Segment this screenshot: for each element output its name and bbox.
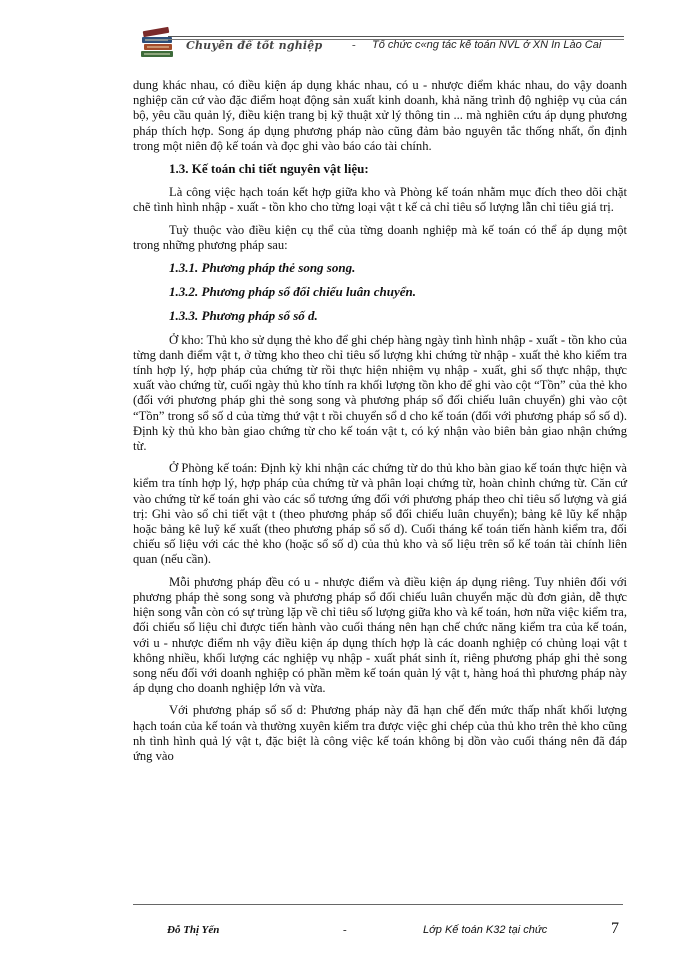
header-rule xyxy=(168,36,624,37)
page-footer xyxy=(133,922,623,946)
page-number: 7 xyxy=(611,920,619,937)
paragraph-intro: dung khác nhau, có điều kiện áp dụng khác nhau, có u - nhược điểm khác nhau, do vậy doanh nghiệp căn cứ vào đặc điểm hoạt động sản xuất kinh doanh, khả năng trình độ nghiệp vụ của cán bộ, yêu cầu quản lý, điều kiện trang bị kỹ thuật xử lý thông tin ... mà nghiên cứu áp dụng phương pháp thích hợp. Song áp dụng phương pháp nào cũng đảm bảo nguyên tắc thống nhất, ổn định trong một niên độ kế toán và đọc ghi vào báo cáo tài chính. xyxy=(133,78,627,153)
footer-separator: - xyxy=(343,924,347,936)
header-title: Chuyên đề tốt nghiệp xyxy=(186,39,323,52)
section-heading-1-3: 1.3. Kế toán chi tiết nguyên vật liệu: xyxy=(169,161,369,177)
paragraph-definition: Là công việc hạch toán kết hợp giữa kho và Phòng kế toán nhằm mục đích theo dõi chặt chẽ tình hình nhập - xuất - tồn kho cho từng loại vật t kế cả chỉ tiêu số lượng lẫn chỉ tiêu giá trị. xyxy=(133,185,627,215)
paragraph-comparison: Mỗi phương pháp đều có u - nhược điểm và điều kiện áp dụng riêng. Tuy nhiên đối với phương pháp thẻ song song và phương pháp sổ đối chiếu luân chuyển mặc dù đơn giản, dễ thực hiện song vẫn còn có sự trùng lặp về chỉ tiêu số lượng giữa kho và kế toán, hơn nữa việc kiểm tra, đối chiếu số liệu chỉ được tiến hành vào cuối tháng nên hạn chế chức năng kiểm tra của kế toán, với u - nhược điểm nh vậy điều kiện áp dụng thích hợp là các doanh nghiệp có chủng loại vật t không nhiều, khối lượng các nghiệp vụ nhập - xuất phát sinh ít, riêng phương pháp ghi thẻ song song nếu đối với doanh nghiệp có phần mềm kế toán quản lý vật t, hàng hoá thì phương pháp này áp dụng cho doanh nghiệp lớn và vừa. xyxy=(133,574,627,696)
header-subtitle: Tổ chức c«ng tác kế toán NVL ở XN In Lào Cai xyxy=(372,39,602,51)
paragraph-balance-method: Với phương pháp sổ số d: Phương pháp này đã hạn chế đến mức thấp nhất khối lượng hạch toán của kế toán và thường xuyên kiểm tra được việc ghi chép của thủ kho trên thẻ kho cũng nh tình hình quả lý vật t, đặc biệt là công việc kế toán không bị dồn vào cuối tháng nên đã đáp ứng vào xyxy=(133,703,627,763)
page-header xyxy=(140,25,620,65)
books-icon xyxy=(140,25,184,61)
method-heading-1-3-2: 1.3.2. Phương pháp sổ đối chiếu luân chuyển. xyxy=(169,284,416,300)
paragraph-methods: Tuỳ thuộc vào điều kiện cụ thể của từng doanh nghiệp mà kế toán có thể áp dụng một trong những phương pháp sau: xyxy=(133,222,627,252)
method-heading-1-3-3: 1.3.3. Phương pháp sổ số d. xyxy=(169,308,318,324)
paragraph-warehouse: Ở kho: Thủ kho sử dụng thẻ kho để ghi chép hàng ngày tình hình nhập - xuất - tồn kho của từng danh điểm vật t, ở từng kho theo chỉ tiêu số lượng khi chứng từ nhập - xuất thẻ kho kiểm tra tính hợp lý, hợp pháp của chứng từ rồi thực hiện nhiệm vụ nhập - xuất, ghi số thực nhập, thực xuất vào chứng từ, cuối ngày thủ kho tính ra khối lượng tồn kho để ghi vào cột “Tồn” của thẻ kho (đối với phương pháp ghi thẻ song song và phương pháp sổ đối chiếu luân chuyển) ghi vào cột “Tồn” trong sổ số d của từng thứ vật t rồi chuyển sổ d cho kế toán (đối với phương pháp sổ số d). Định kỳ thủ kho bàn giao chứng từ cho kế toán vật t, có ký nhận vào biên bản giao nhận chứng từ. xyxy=(133,332,627,454)
footer-author: Đỗ Thị Yến xyxy=(167,924,220,936)
header-separator: - xyxy=(352,39,356,51)
paragraph-accounting-dept: Ở Phòng kế toán: Định kỳ khi nhận các chứng từ do thủ kho bàn giao kế toán thực hiện và kiểm tra tính hợp lý, hợp pháp của chứng từ và phân loại chứng từ, hoàn chỉnh chứng từ. Căn cứ vào chứng từ kế toán ghi vào các sổ tương ứng đối với phương pháp theo chỉ tiêu số lượng và giá trị: Ghi vào sổ chi tiết vật t (theo phương pháp sổ đối chiếu luân chuyển); bảng kê lũy kế nhập hoặc bảng kê luỹ kế xuất (theo phương pháp sổ số d). Cuối tháng kế toán tiến hành kiểm tra, đối chiếu số liệu với các thẻ kho (hoặc sổ số d) của thủ kho và số liệu trên sổ kế toán tài chính liên quan (nếu cần). xyxy=(133,461,627,567)
header-rule-secondary xyxy=(168,39,624,40)
page-body xyxy=(133,78,627,771)
method-heading-1-3-1: 1.3.1. Phương pháp thẻ song song. xyxy=(169,260,356,276)
footer-class: Lớp Kế toán K32 tại chức xyxy=(423,924,548,936)
footer-rule xyxy=(133,904,623,905)
